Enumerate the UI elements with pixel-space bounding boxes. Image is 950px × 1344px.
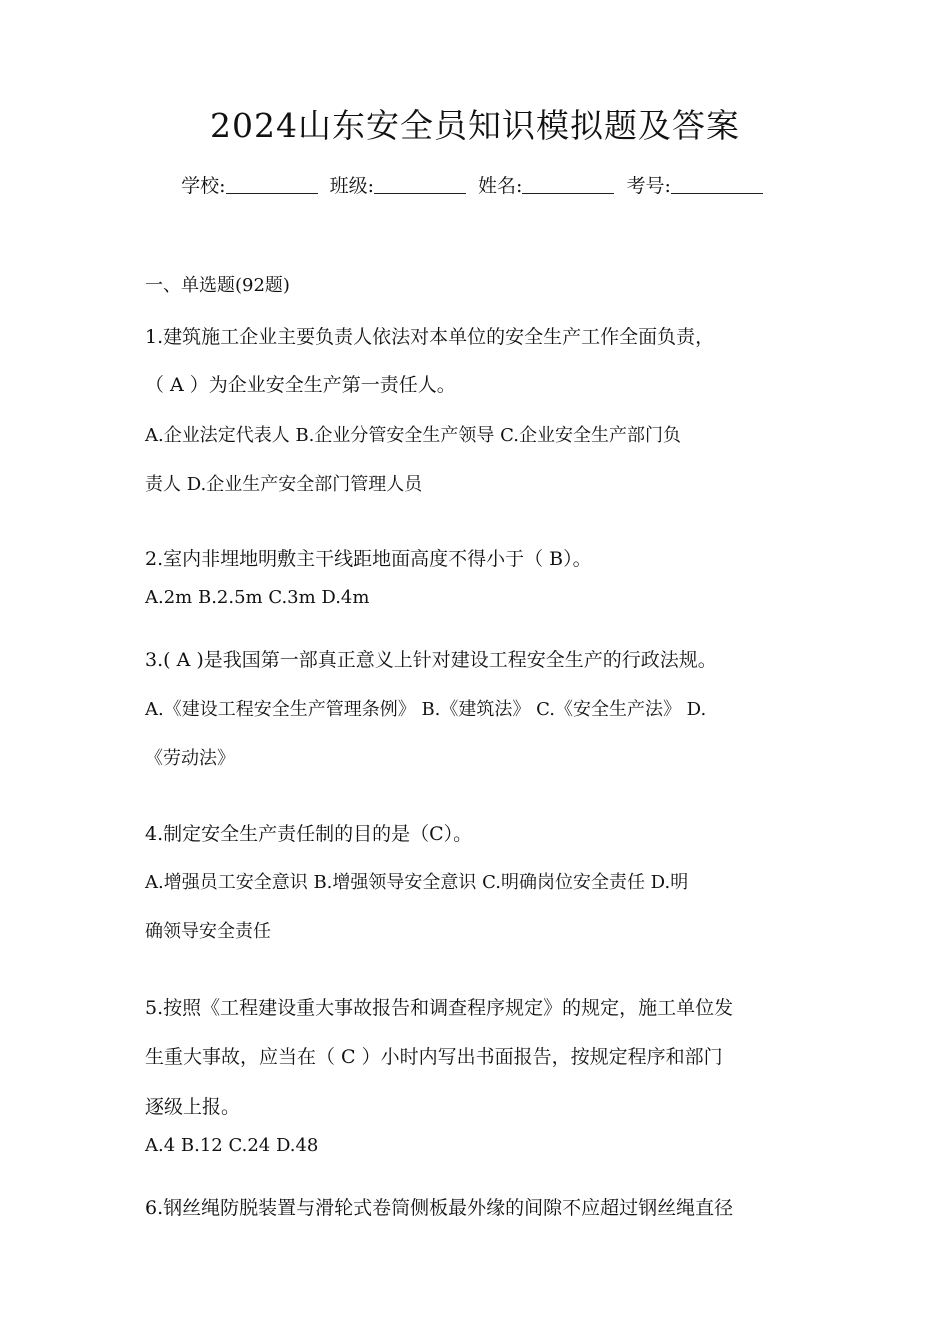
exam-number-label: 考号: xyxy=(626,175,671,197)
question-3-options-line-1: A.《建设工程安全生产管理条例》 B.《建筑法》 C.《安全生产法》 D. xyxy=(145,699,707,720)
question-3-options-line-2: 《劳动法》 xyxy=(145,748,235,769)
question-1-options-line-1: A.企业法定代表人 B.企业分管安全生产领导 C.企业安全生产部门负 xyxy=(145,425,681,446)
question-4-text: 4.制定安全生产责任制的目的是（C）。 xyxy=(145,823,473,845)
question-5-text-line-3: 逐级上报。 xyxy=(145,1096,241,1118)
document-title: 2024山东安全员知识模拟题及答案 xyxy=(210,106,740,145)
name-blank xyxy=(522,175,614,194)
school-label: 学校: xyxy=(181,175,226,197)
question-1-text-line-1: 1.建筑施工企业主要负责人依法对本单位的安全生产工作全面负责， xyxy=(145,326,715,348)
class-label: 班级: xyxy=(329,175,374,197)
question-5-text-line-1: 5.按照《工程建设重大事故报告和调查程序规定》的规定，施工单位发 xyxy=(145,997,734,1019)
name-label: 姓名: xyxy=(478,175,523,197)
question-1-options-line-2: 责人 D.企业生产安全部门管理人员 xyxy=(145,474,423,495)
question-3-text: 3.( A )是我国第一部真正意义上针对建设工程安全生产的行政法规。 xyxy=(145,649,717,671)
question-1-text-line-2: （ A ）为企业安全生产第一责任人。 xyxy=(145,374,456,396)
student-info-row xyxy=(0,172,950,200)
section-heading: 一、单选题(92题) xyxy=(145,275,290,296)
question-4-options-line-1: A.增强员工安全意识 B.增强领导安全意识 C.明确岗位安全责任 D.明 xyxy=(145,872,689,893)
question-4-options-line-2: 确领导安全责任 xyxy=(145,921,271,942)
school-blank xyxy=(226,175,318,194)
question-2-options: A.2m B.2.5m C.3m D.4m xyxy=(145,587,370,608)
question-5-text-line-2: 生重大事故，应当在（ C ）小时内写出书面报告，按规定程序和部门 xyxy=(145,1046,723,1068)
exam-number-blank xyxy=(671,175,763,194)
question-5-options: A.4 B.12 C.24 D.48 xyxy=(145,1135,319,1156)
question-6-text-line-1: 6.钢丝绳防脱装置与滑轮式卷筒侧板最外缘的间隙不应超过钢丝绳直径 xyxy=(145,1197,734,1219)
class-blank xyxy=(374,175,466,194)
question-2-text: 2.室内非埋地明敷主干线距地面高度不得小于（ B）。 xyxy=(145,548,592,570)
